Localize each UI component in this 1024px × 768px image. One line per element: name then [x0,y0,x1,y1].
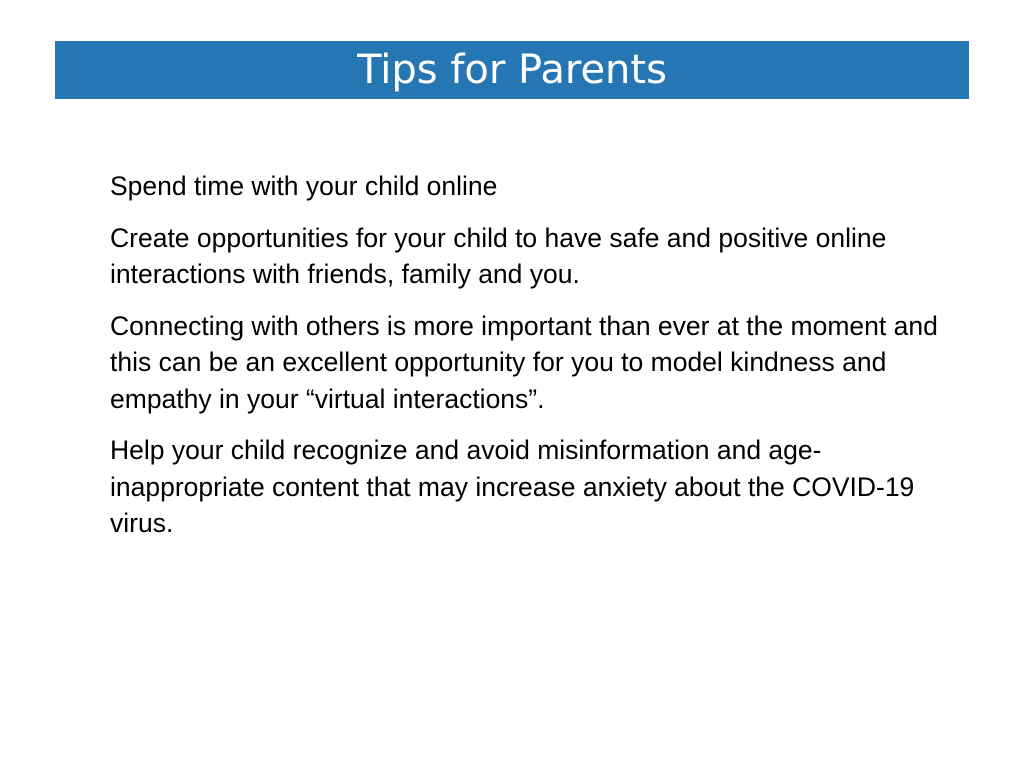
slide-title: Tips for Parents [357,47,667,93]
title-bar [55,41,969,99]
slide-body [110,168,940,557]
paragraph-connecting: Connecting with others is more important than ever at the moment and this can be an excellent opportunity for you to model kindness and empathy in your “virtual interactions”. [110,310,938,414]
paragraph-misinformation: Help your child recognize and avoid misinformation and age-inappropriate content that may increase anxiety about the COVID-19 virus. [110,435,915,538]
paragraph-create-opportunities: Create opportunities for your child to have safe and positive online interactions with friends, family and you. [110,222,887,289]
paragraph-spend-time: Spend time with your child online [110,171,498,201]
